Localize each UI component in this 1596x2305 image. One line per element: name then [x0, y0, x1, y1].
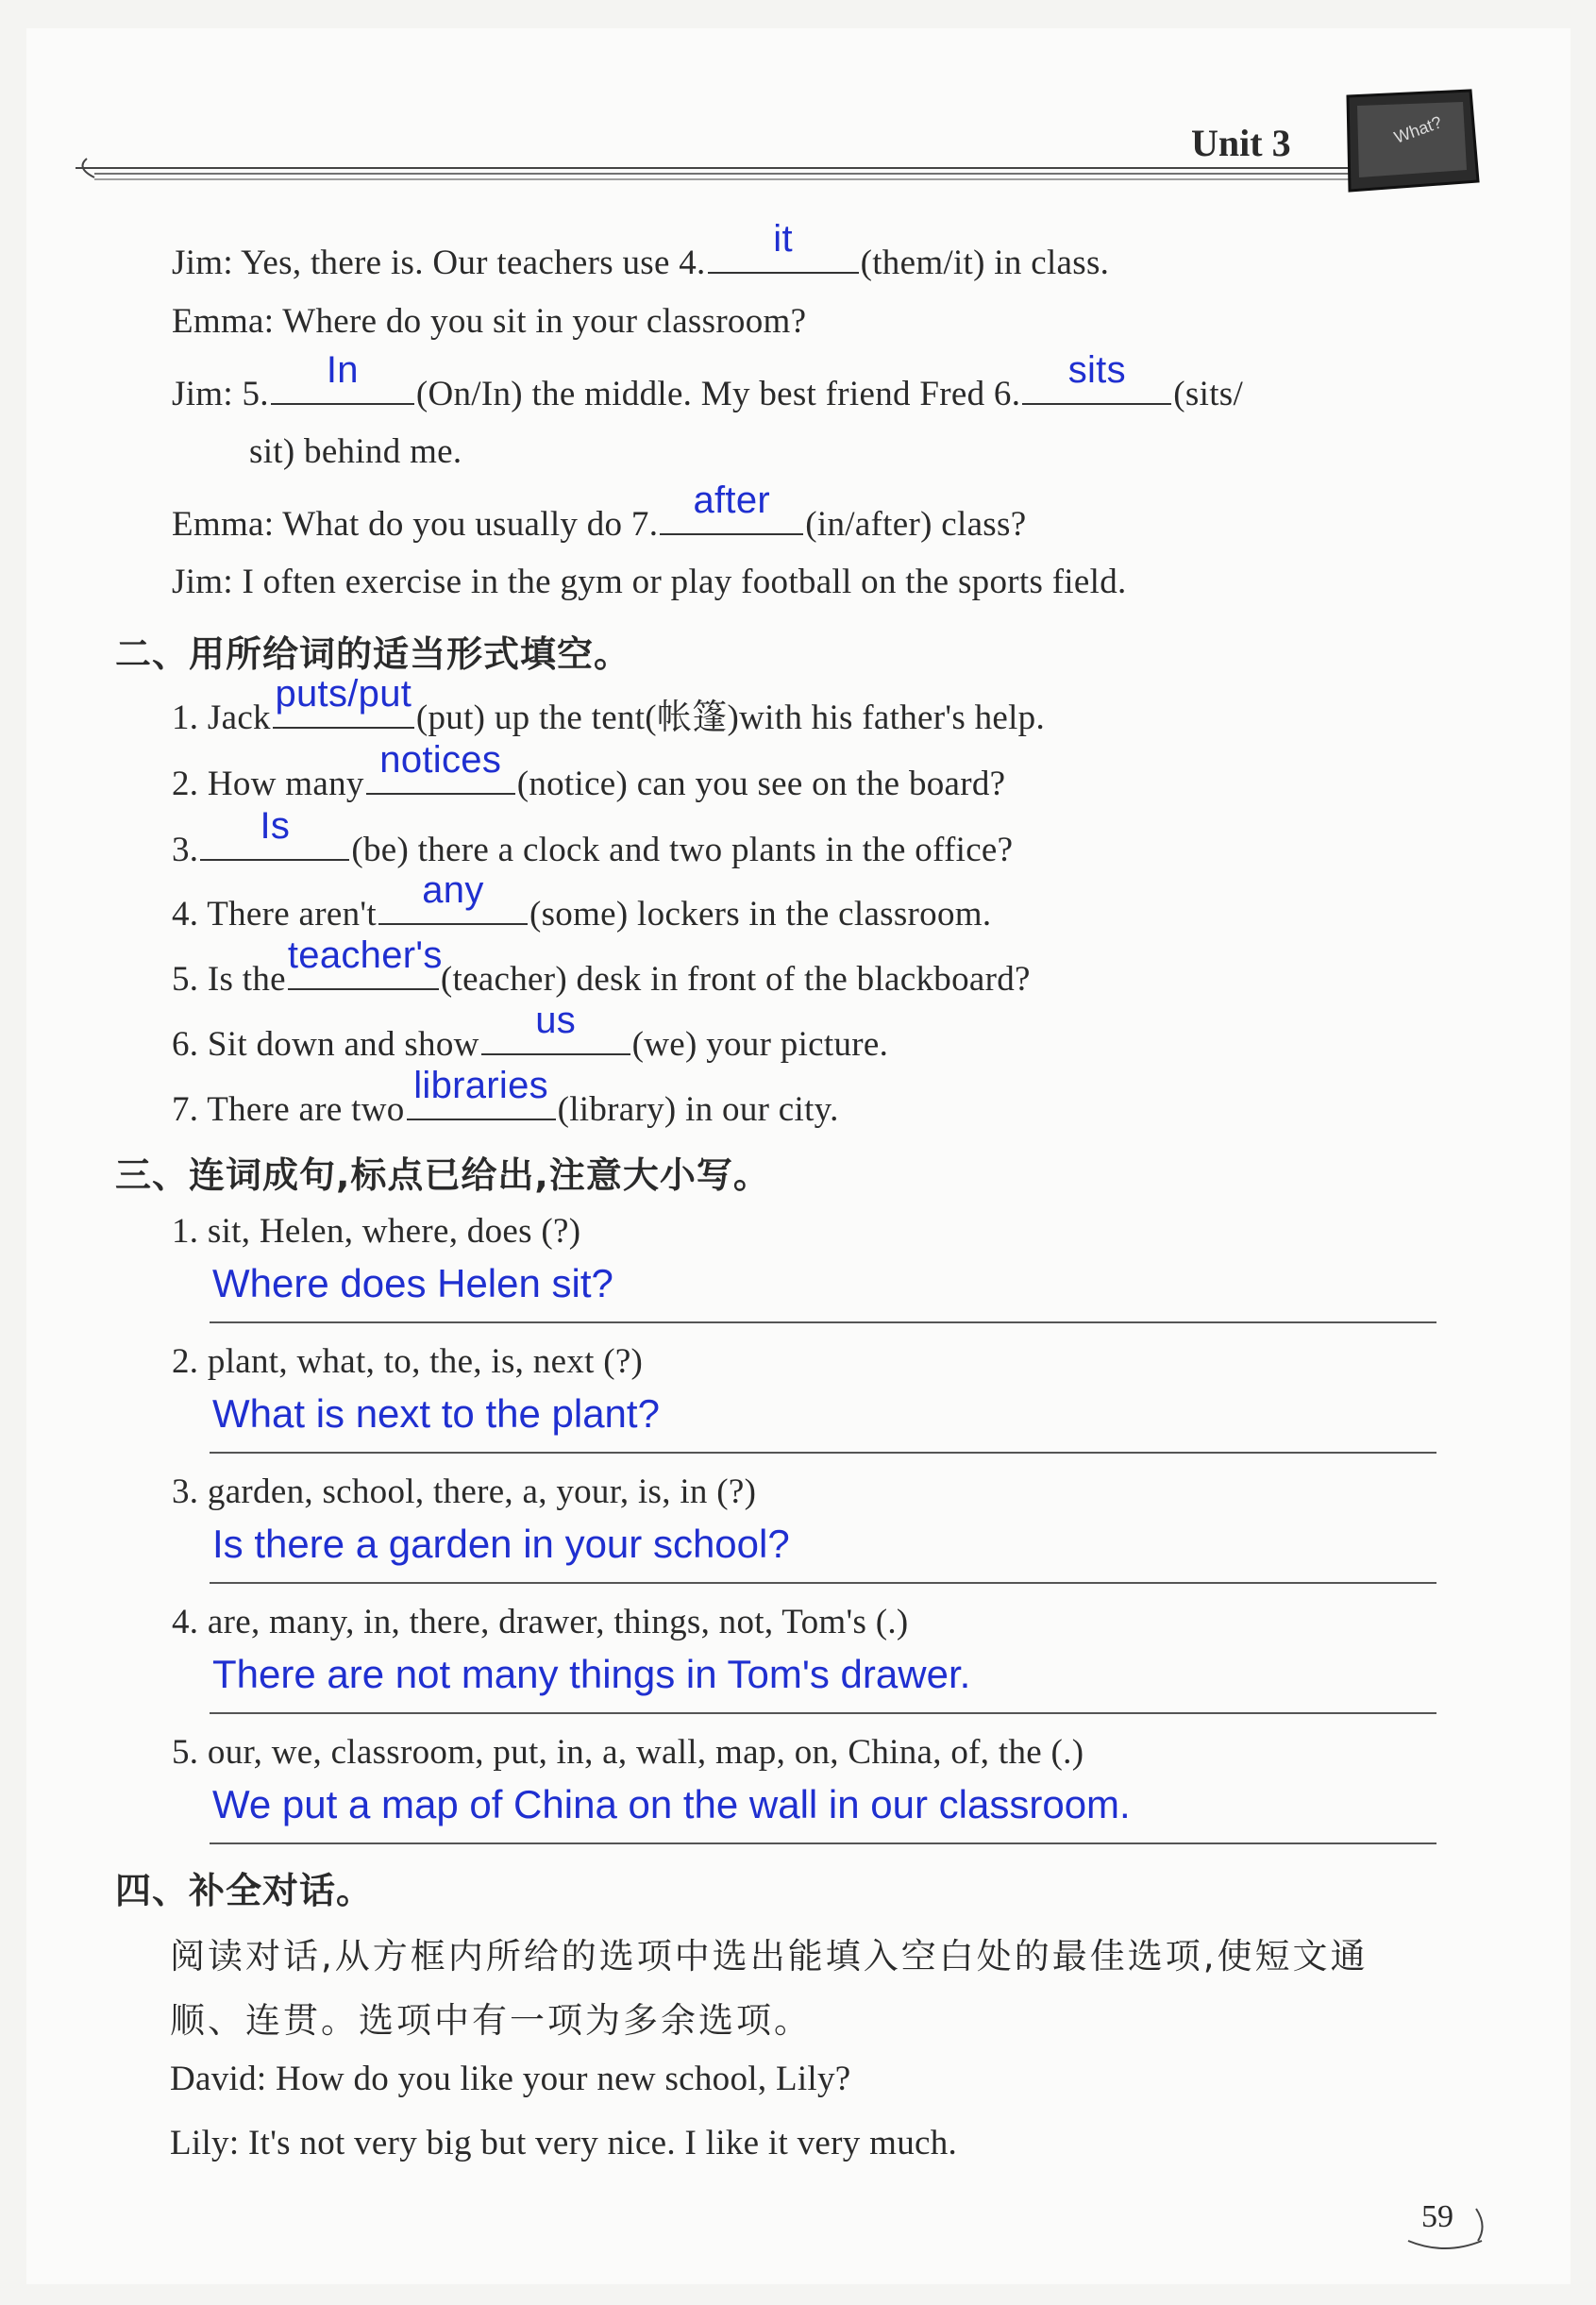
dialog-david: David: How do you like your new school, Lily? — [170, 2060, 851, 2098]
unit-title: Unit 3 — [1191, 122, 1291, 164]
section4-instruction-2: 顺、连贯。选项中有一项为多余选项。 — [170, 2000, 812, 2041]
s3-item-5-words: 5. our, we, classroom, put, in, a, wall, map, on, China, of, the (.) — [172, 1733, 1084, 1772]
dialog-line-4: Jim: Yes, there is. Our teachers use 4. it (them/it) in class. — [172, 218, 1110, 282]
answer-blank[interactable]: notices — [366, 755, 515, 795]
answer-blank[interactable]: us — [481, 1016, 630, 1055]
svg-text:What?: What? — [1391, 112, 1445, 147]
s2-item-2: 2. How many notices (notice) can you see on the board? — [172, 739, 1006, 803]
answer-blank[interactable]: sits — [1022, 365, 1171, 405]
answer-blank[interactable]: In — [271, 365, 414, 405]
s2-item-1: 1. Jack puts/put (put) up the tent(帐篷)with his father's help. — [172, 673, 1046, 737]
page-number: 59 — [1421, 2199, 1453, 2234]
answer-blank[interactable]: after — [660, 496, 803, 535]
dialog-line-5-6: Jim: 5. In (On/In) the middle. My best friend Fred 6. sits (sits/ — [172, 349, 1244, 413]
dialog-lily: Lily: It's not very big but very nice. I like it very much. — [170, 2124, 958, 2162]
answer-blank[interactable]: puts/put — [273, 689, 414, 729]
s2-item-4: 4. There aren't any (some) lockers in the classroom. — [172, 869, 992, 934]
blackboard-icon — [1340, 87, 1482, 193]
dialog-line-jim-end: Jim: I often exercise in the gym or play football on the sports field. — [172, 563, 1127, 601]
answer-line — [210, 1712, 1436, 1714]
answer-blank[interactable]: any — [378, 885, 528, 925]
answer-blank[interactable]: it — [708, 234, 859, 274]
answer-blank[interactable]: teacher's — [288, 951, 439, 990]
answer-line — [210, 1452, 1436, 1454]
s3-item-1-answer[interactable]: Where does Helen sit? — [212, 1261, 613, 1305]
s3-item-5-answer[interactable]: We put a map of China on the wall in our classroom. — [212, 1782, 1131, 1826]
answer-line — [210, 1842, 1436, 1844]
s3-item-4-words: 4. are, many, in, there, drawer, things, not, Tom's (.) — [172, 1603, 909, 1641]
answer-line — [210, 1582, 1436, 1584]
section2-title: 二、用所给词的适当形式填空。 — [115, 633, 631, 675]
s2-item-5: 5. Is the teacher's (teacher) desk in front of the blackboard? — [172, 934, 1031, 999]
s2-item-3: 3. Is (be) there a clock and two plants in the office? — [172, 805, 1014, 869]
section3-title: 三、连词成句,标点已给出,注意大小写。 — [115, 1154, 770, 1196]
dialog-line-cont: sit) behind me. — [249, 432, 462, 471]
page-number-decoration — [1403, 2199, 1487, 2252]
answer-blank[interactable]: Is — [200, 821, 349, 861]
s3-item-3-answer[interactable]: Is there a garden in your school? — [212, 1522, 790, 1566]
s3-item-3-words: 3. garden, school, there, a, your, is, in (?) — [172, 1472, 757, 1511]
section4-title: 四、补全对话。 — [115, 1870, 374, 1911]
section4-instruction-1: 阅读对话,从方框内所给的选项中选出能填入空白处的最佳选项,使短文通 — [170, 1936, 1369, 1977]
s3-item-2-answer[interactable]: What is next to the plant? — [212, 1391, 660, 1436]
answer-blank[interactable]: libraries — [407, 1081, 556, 1120]
dialog-line-7: Emma: What do you usually do 7. after (in/after) class? — [172, 480, 1027, 544]
dialog-line-emma-1: Emma: Where do you sit in your classroom? — [172, 302, 807, 341]
s2-item-6: 6. Sit down and show us (we) your picture. — [172, 1000, 889, 1064]
answer-line — [210, 1321, 1436, 1323]
s3-item-2-words: 2. plant, what, to, the, is, next (?) — [172, 1342, 644, 1381]
s2-item-7: 7. There are two libraries (library) in our city. — [172, 1065, 839, 1129]
s3-item-4-answer[interactable]: There are not many things in Tom's drawer. — [212, 1652, 971, 1696]
s3-item-1-words: 1. sit, Helen, where, does (?) — [172, 1212, 581, 1251]
